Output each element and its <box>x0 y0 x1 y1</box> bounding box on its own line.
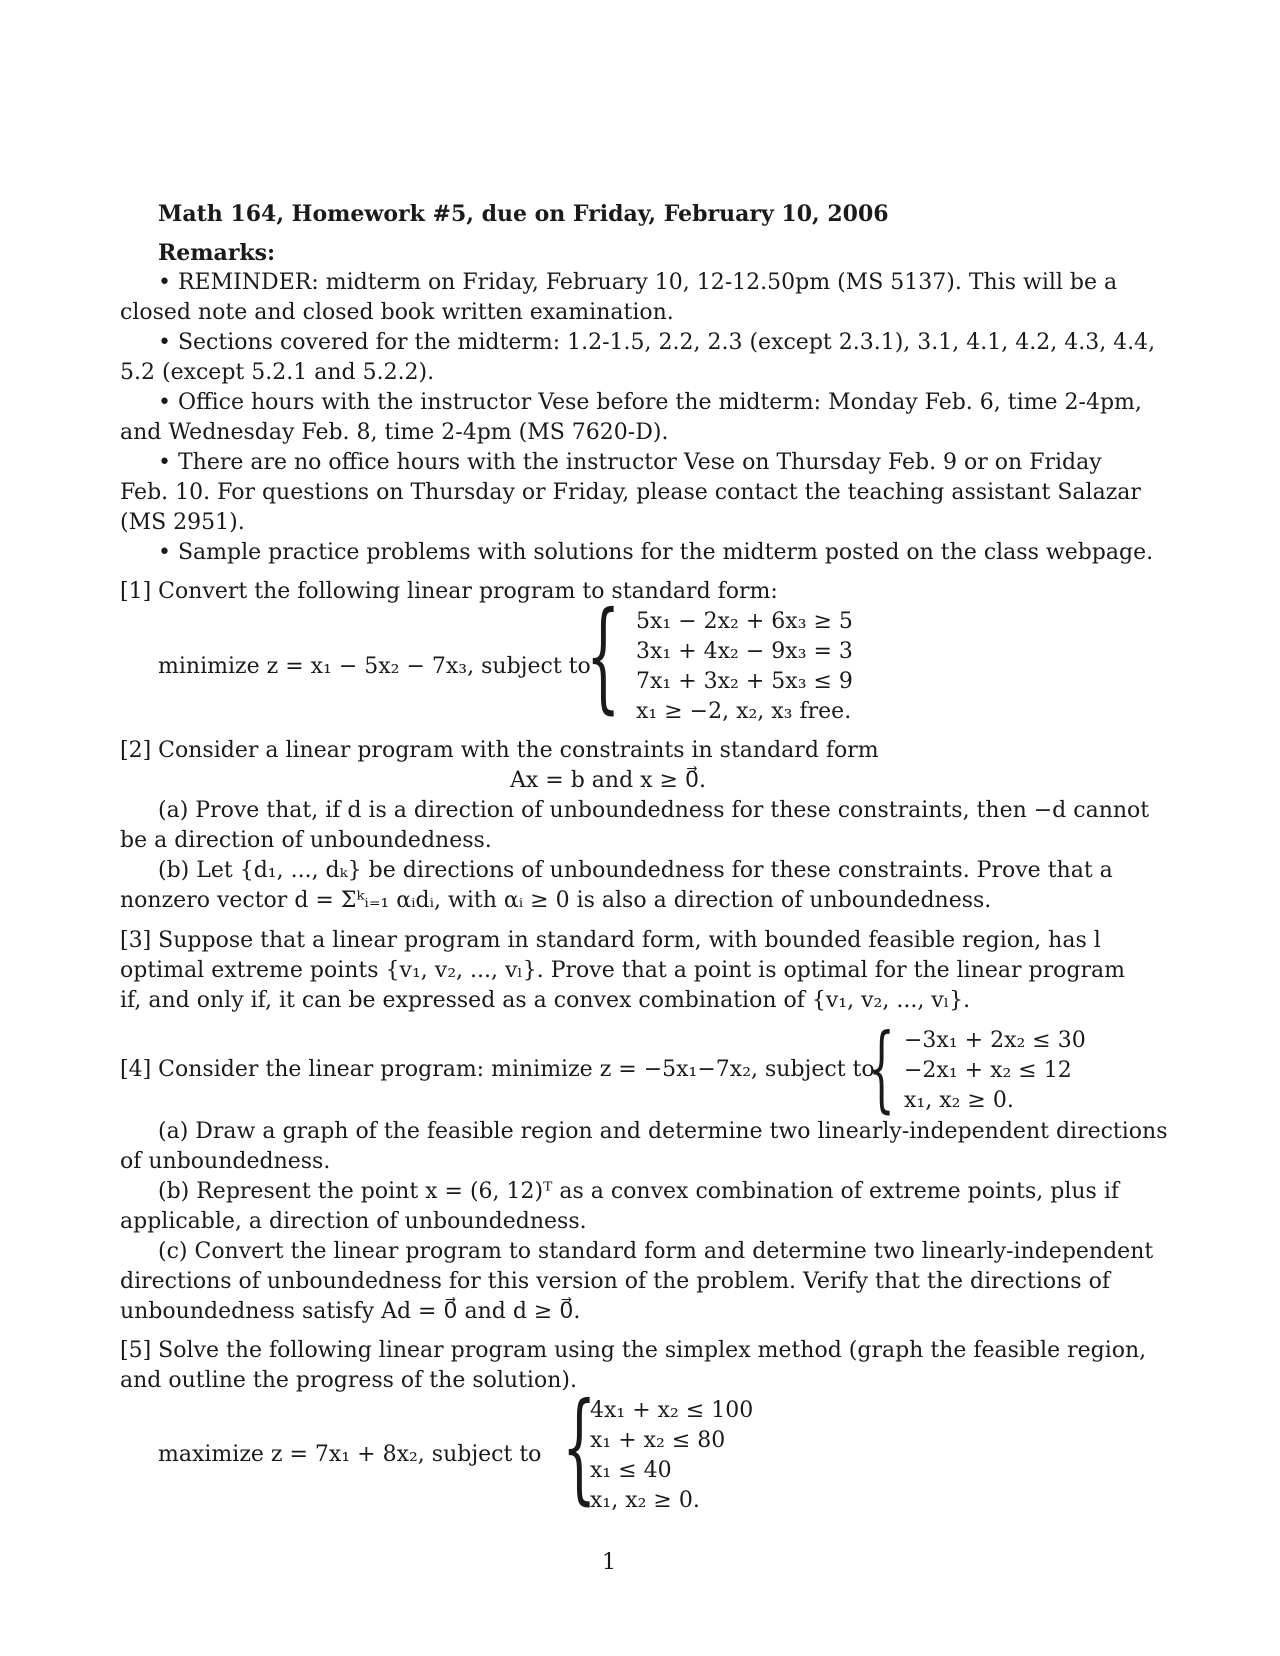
problem-1-constraints <box>636 607 853 727</box>
problem-2-statement <box>120 736 879 765</box>
remark-3-line-1: • Office hours with the instructor Vese before the midterm: Monday Feb. 6, time 2-4pm, <box>158 390 1142 415</box>
problem-4a-line-2: of unboundedness. <box>120 1149 331 1174</box>
p1-constraint-2: 3x₁ + 4x₂ − 9x₃ = 3 <box>636 639 853 664</box>
problem-5-text: Solve the following linear program using the simplex method (graph the feasible region, <box>151 1338 1147 1363</box>
p4-constraint-3: x₁, x₂ ≥ 0. <box>904 1088 1014 1113</box>
problem-4c-line-2: directions of unboundedness for this version of the problem. Verify that the directions of <box>120 1269 1110 1294</box>
problem-4-text: Consider the linear program: minimize z = −5x₁−7x₂, subject to <box>151 1057 875 1082</box>
problem-3-line-2: optimal extreme points {v₁, v₂, ..., vₗ}. Prove that a point is optimal for the linear program <box>120 958 1125 983</box>
remark-5-line-1: • Sample practice problems with solutions for the midterm posted on the class webpage. <box>158 540 1154 565</box>
problem-2-centered-equation: Ax = b and x ≥ 0⃗. <box>510 768 706 793</box>
problem-3-line-1 <box>120 926 1101 955</box>
remark-2-line-1: • Sections covered for the midterm: 1.2-1.5, 2.2, 2.3 (except 2.3.1), 3.1, 4.1, 4.2, 4.3, 4.4, <box>158 330 1156 355</box>
problem-4c-line-1: (c) Convert the linear program to standard form and determine two linearly-independent <box>158 1239 1154 1264</box>
p5-constraint-3: x₁ ≤ 40 <box>590 1458 672 1483</box>
p5-constraint-2: x₁ + x₂ ≤ 80 <box>590 1428 726 1453</box>
problem-5-objective: maximize z = 7x₁ + 8x₂, subject to <box>158 1442 542 1467</box>
p4-constraint-1: −3x₁ + 2x₂ ≤ 30 <box>904 1028 1086 1053</box>
problem-4-constraints <box>904 1026 1086 1116</box>
problem-2-label: [2] <box>120 738 152 763</box>
problem-5-brace: { <box>562 1378 597 1517</box>
p1-constraint-4: x₁ ≥ −2, x₂, x₃ free. <box>636 699 852 724</box>
remark-2-line-2: 5.2 (except 5.2.1 and 5.2.2). <box>120 360 435 385</box>
remark-4-line-2: Feb. 10. For questions on Thursday or Friday, please contact the teaching assistant Salazar <box>120 480 1141 505</box>
problem-4c-line-3: unboundedness satisfy Ad = 0⃗ and d ≥ 0⃗. <box>120 1299 581 1324</box>
remark-1-line-1: • REMINDER: midterm on Friday, February 10, 12-12.50pm (MS 5137). This will be a <box>158 270 1118 295</box>
p1-constraint-3: 7x₁ + 3x₂ + 5x₃ ≤ 9 <box>636 669 853 694</box>
p5-constraint-1: 4x₁ + x₂ ≤ 100 <box>590 1398 754 1423</box>
problem-5-constraints <box>590 1396 753 1516</box>
remark-1-line-2: closed note and closed book written examination. <box>120 300 674 325</box>
remark-4-line-3: (MS 2951). <box>120 510 245 535</box>
problem-1-text: Convert the following linear program to standard form: <box>151 579 778 604</box>
remarks-heading: Remarks: <box>158 240 276 266</box>
problem-1-brace: { <box>586 587 621 726</box>
problem-2a-line-1: (a) Prove that, if d is a direction of unboundedness for these constraints, then −d cannot <box>158 798 1150 823</box>
page-title: Math 164, Homework #5, due on Friday, February 10, 2006 <box>158 201 889 227</box>
problem-1-statement <box>120 577 778 606</box>
problem-2a-line-2: be a direction of unboundedness. <box>120 828 492 853</box>
problem-4-brace: { <box>868 1014 895 1123</box>
problem-3-label: [3] <box>120 928 152 953</box>
problem-3-text: Suppose that a linear program in standard form, with bounded feasible region, has l <box>151 928 1101 953</box>
problem-2-text: Consider a linear program with the constraints in standard form <box>151 738 879 763</box>
problem-5-label: [5] <box>120 1338 152 1363</box>
problem-3-line-3: if, and only if, it can be expressed as a convex combination of {v₁, v₂, ..., vₗ}. <box>120 988 971 1013</box>
problem-4a-line-1: (a) Draw a graph of the feasible region and determine two linearly-independent directions <box>158 1119 1168 1144</box>
problem-4b-line-2: applicable, a direction of unboundedness. <box>120 1209 587 1234</box>
p1-constraint-1: 5x₁ − 2x₂ + 6x₃ ≥ 5 <box>636 609 853 634</box>
problem-4-statement <box>120 1055 875 1084</box>
p4-constraint-2: −2x₁ + x₂ ≤ 12 <box>904 1058 1072 1083</box>
problem-1-objective: minimize z = x₁ − 5x₂ − 7x₃, subject to <box>158 654 591 679</box>
p5-constraint-4: x₁, x₂ ≥ 0. <box>590 1488 700 1513</box>
page-number: 1 <box>602 1550 616 1575</box>
problem-4-label: [4] <box>120 1057 152 1082</box>
remark-3-line-2: and Wednesday Feb. 8, time 2-4pm (MS 7620-D). <box>120 420 669 445</box>
problem-5-line-2: and outline the progress of the solution). <box>120 1368 577 1393</box>
remark-4-line-1: • There are no office hours with the instructor Vese on Thursday Feb. 9 or on Friday <box>158 450 1102 475</box>
problem-2b-line-1: (b) Let {d₁, ..., dₖ} be directions of unboundedness for these constraints. Prove that a <box>158 858 1113 883</box>
problem-5-line-1 <box>120 1336 1146 1365</box>
problem-2b-line-2: nonzero vector d = Σᵏᵢ₌₁ αᵢdᵢ, with αᵢ ≥ 0 is also a direction of unboundedness. <box>120 888 992 913</box>
problem-1-label: [1] <box>120 579 152 604</box>
problem-4b-line-1: (b) Represent the point x = (6, 12)ᵀ as a convex combination of extreme points, plus if <box>158 1179 1120 1204</box>
